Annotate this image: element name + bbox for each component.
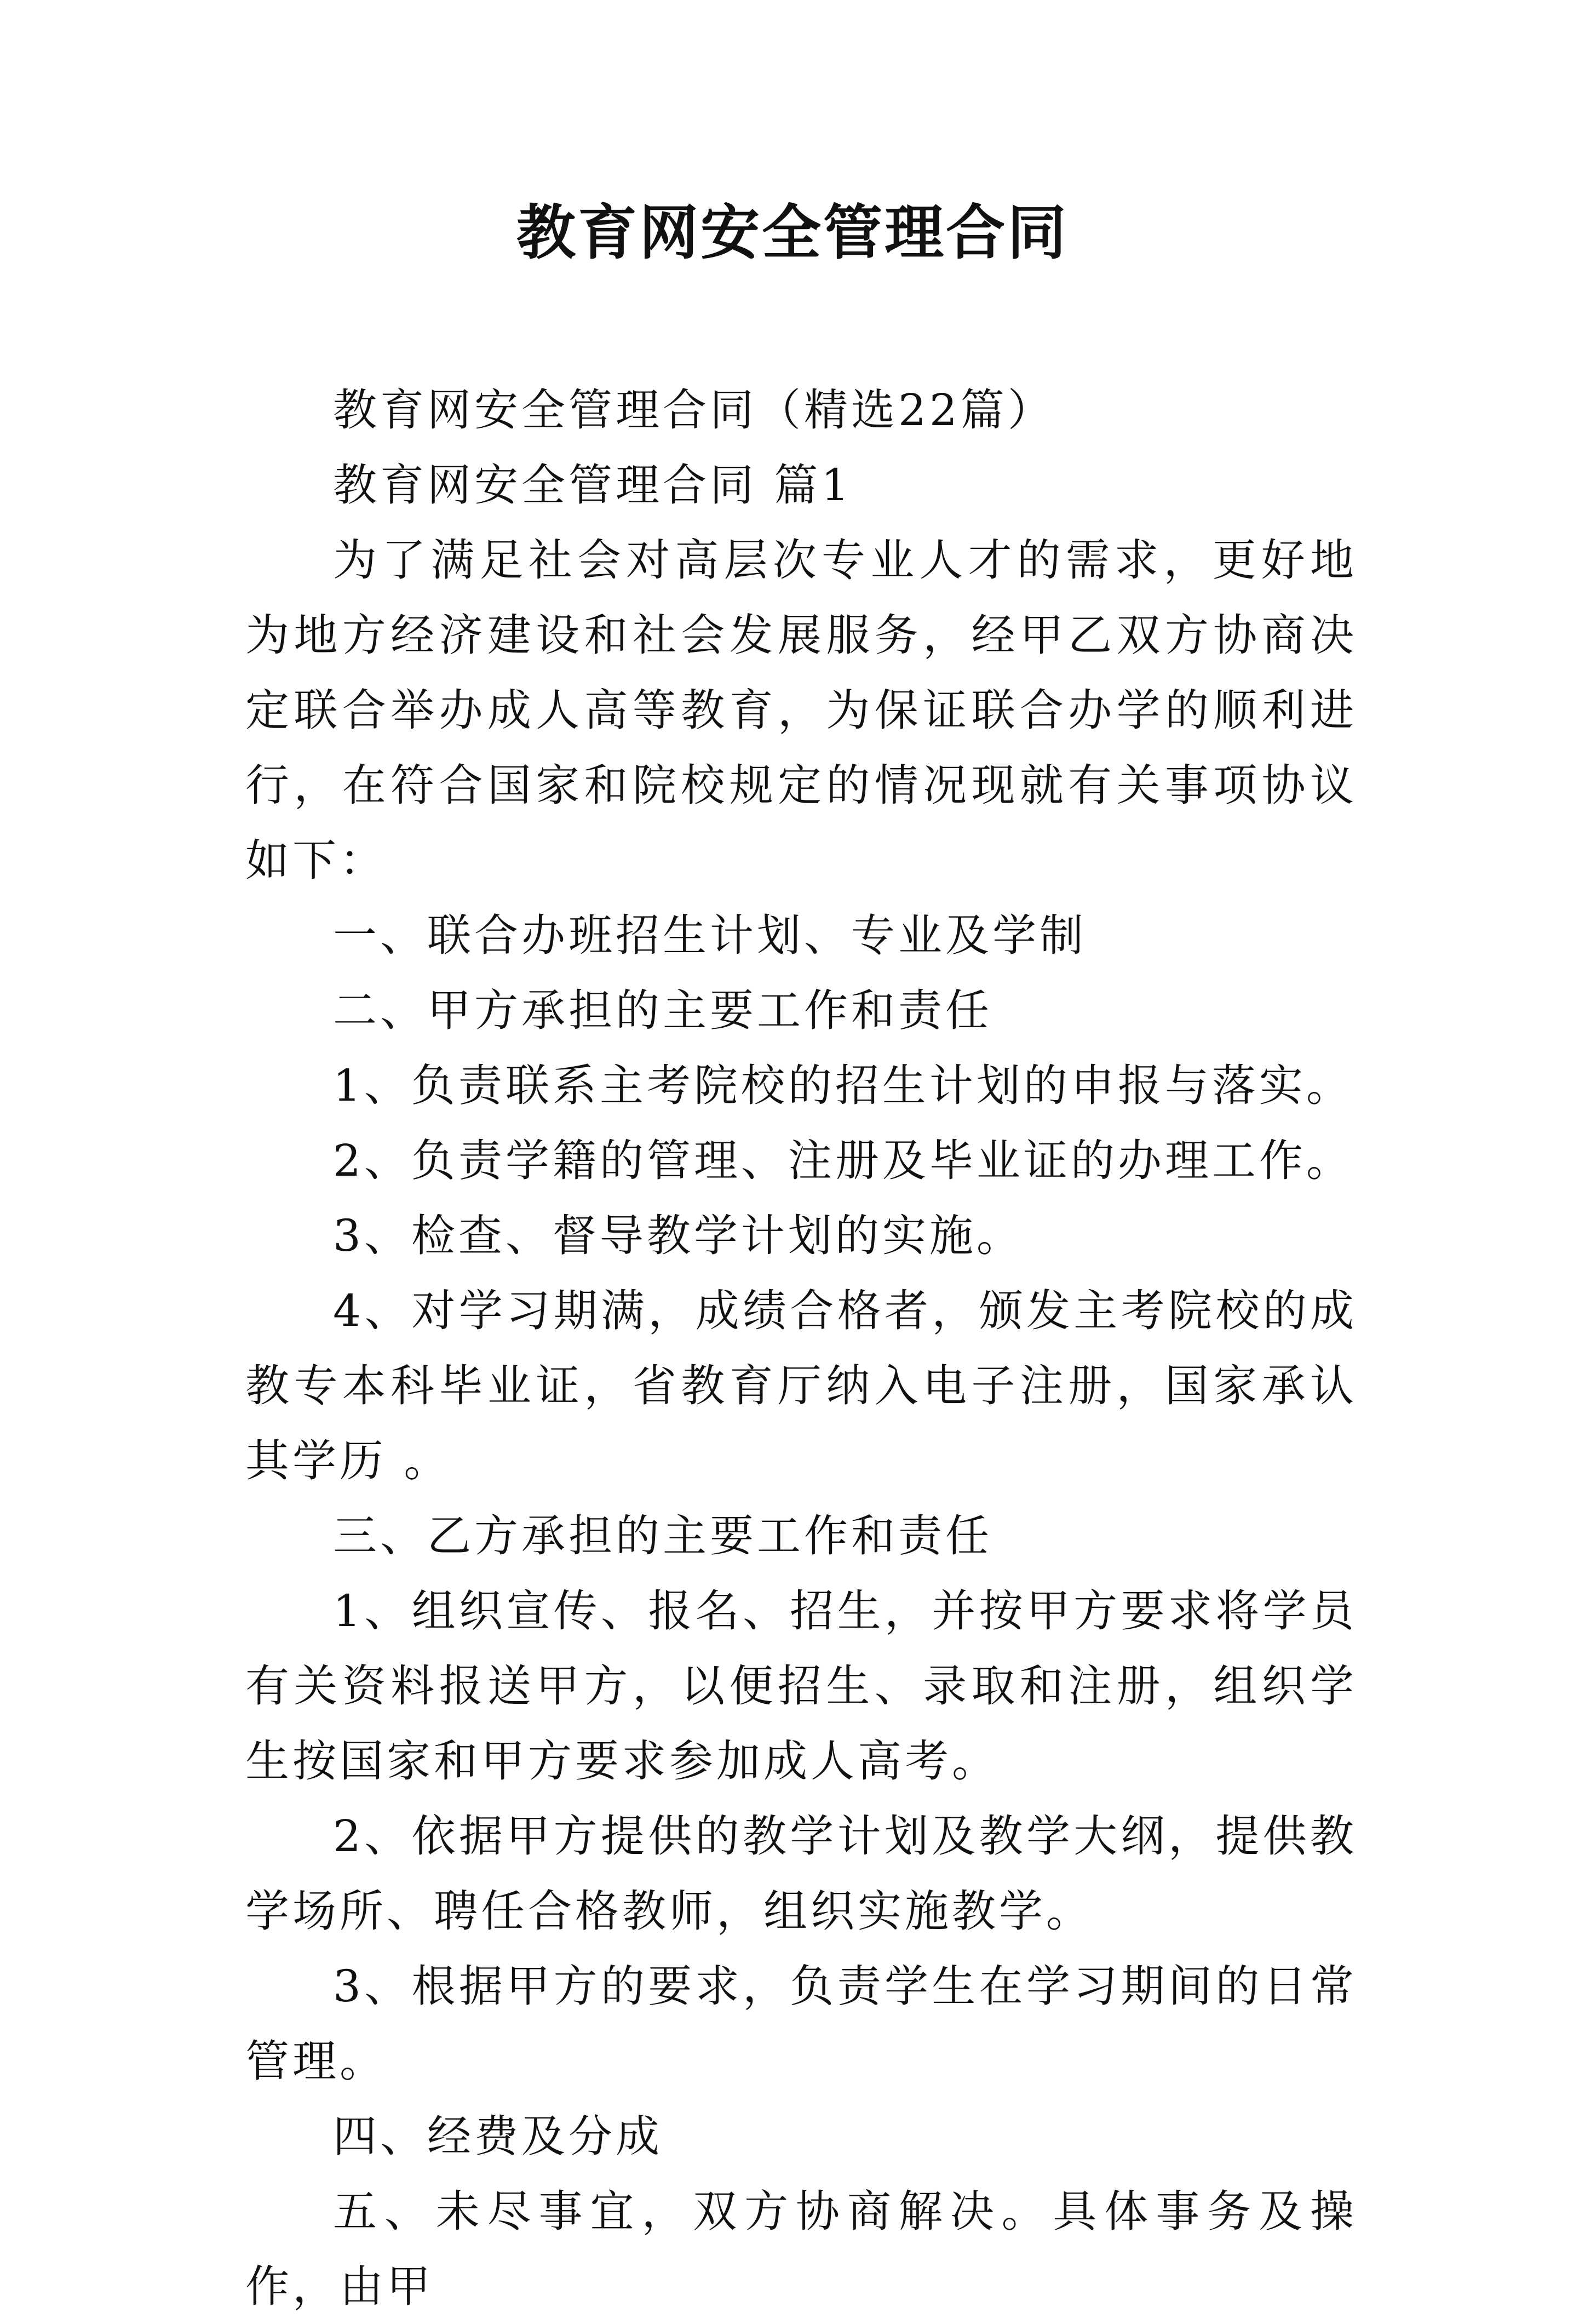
paragraph-intro: 为了满足社会对高层次专业人才的需求，更好地为地方经济建设和社会发展服务，经甲乙双方协商决定联合举办成人高等教育，为保证联合办学的顺利进行，在符合国家和院校规定的情况现就有关事项协议如下： <box>245 535 1357 886</box>
clause-heading-3: 三、乙方承担的主要工作和责任 <box>333 1510 992 1561</box>
clause-item: 3、根据甲方的要求，负责学生在学习期间的日常管理。 <box>245 1961 1357 2087</box>
clause-heading-5: 五、未尽事宜，双方协商解决。具体事务及操作，由甲 <box>245 2186 1357 2312</box>
clause-item: 2、依据甲方提供的教学计划及教学大纲，提供教学场所、聘任合格教师，组织实施教学。 <box>245 1811 1357 1937</box>
doc-subtitle: 教育网安全管理合同（精选22篇） <box>333 385 1055 436</box>
clause-heading-1: 一、联合办班招生计划、专业及学制 <box>333 910 1087 961</box>
clause-item: 1、组织宣传、报名、招生，并按甲方要求将学员有关资料报送甲方，以便招生、录取和注册，组织学生按国家和甲方要求参加成人高考。 <box>245 1585 1357 1787</box>
clause-item: 4、对学习期满，成绩合格者，颁发主考院校的成教专本科毕业证，省教育厅纳入电子注册，国家承认其学历 。 <box>245 1285 1357 1486</box>
clause-heading-4: 四、经费及分成 <box>333 2111 663 2162</box>
clause-item: 2、负责学籍的管理、注册及毕业证的办理工作。 <box>333 1135 1353 1186</box>
clause-item: 1、负责联系主考院校的招生计划的申报与落实。 <box>333 1060 1353 1111</box>
clause-item: 3、检查、督导教学计划的实施。 <box>333 1210 1024 1261</box>
document-body <box>245 373 1357 2324</box>
clause-heading-2: 二、甲方承担的主要工作和责任 <box>333 985 992 1036</box>
section-heading: 教育网安全管理合同 篇1 <box>333 460 853 511</box>
document-title: 教育网安全管理合同 <box>516 198 1069 267</box>
